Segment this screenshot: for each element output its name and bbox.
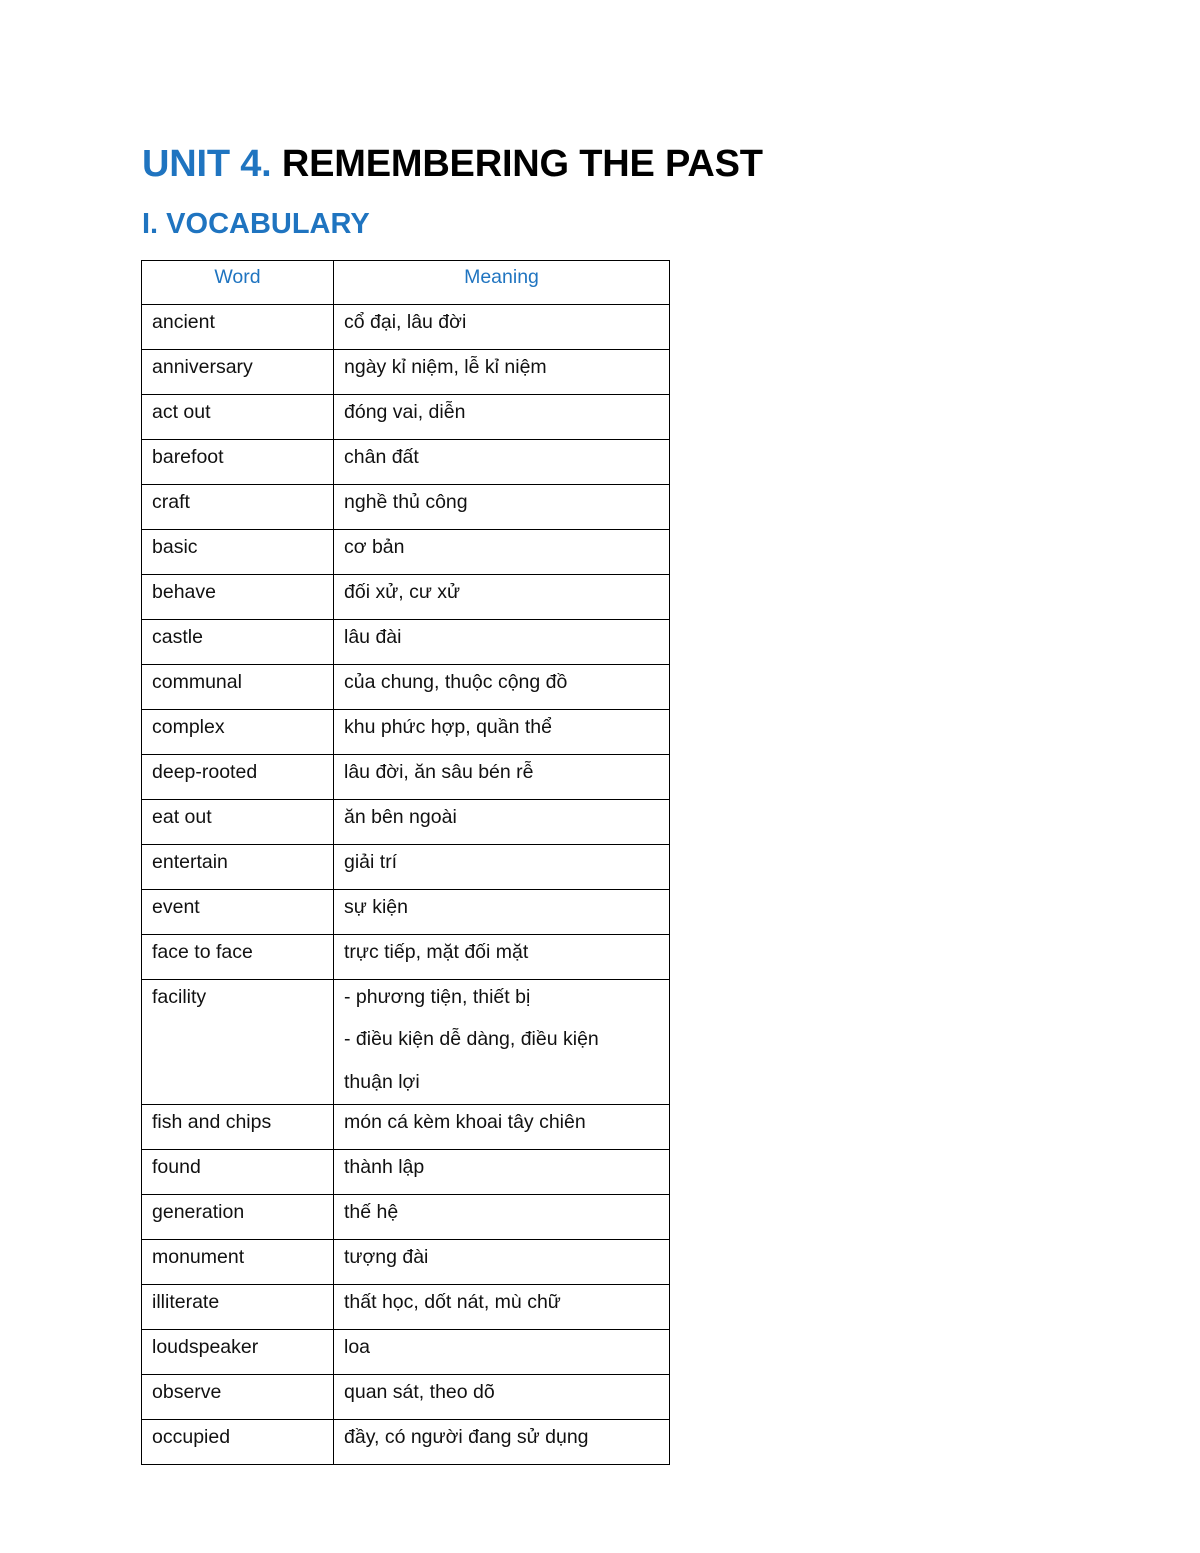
vocabulary-table-body xyxy=(142,305,670,1465)
meaning-cell xyxy=(334,575,670,620)
word-cell: entertain xyxy=(142,845,334,890)
meaning-cell xyxy=(334,1240,670,1285)
table-row xyxy=(142,845,670,890)
word-cell: castle xyxy=(142,620,334,665)
meaning-line: ăn bên ngoài xyxy=(344,806,457,828)
meaning-line: lâu đài xyxy=(344,626,402,648)
table-row xyxy=(142,575,670,620)
word-cell: face to face xyxy=(142,935,334,980)
meaning-cell xyxy=(334,1150,670,1195)
meaning-line: cơ bản xyxy=(344,536,405,558)
vocabulary-table xyxy=(141,260,670,1465)
meaning-line: trực tiếp, mặt đối mặt xyxy=(344,941,529,963)
unit-name: REMEMBERING THE PAST xyxy=(281,143,763,185)
meaning-cell xyxy=(334,305,670,350)
meaning-cell xyxy=(334,980,670,1105)
word-cell: occupied xyxy=(142,1420,334,1465)
table-row xyxy=(142,1240,670,1285)
meaning-cell xyxy=(334,1285,670,1330)
table-row xyxy=(142,440,670,485)
word-cell: facility xyxy=(142,980,334,1105)
table-row xyxy=(142,485,670,530)
word-cell: observe xyxy=(142,1375,334,1420)
meaning-cell xyxy=(334,665,670,710)
word-cell: eat out xyxy=(142,800,334,845)
word-cell: monument xyxy=(142,1240,334,1285)
word-cell: loudspeaker xyxy=(142,1330,334,1375)
word-cell: anniversary xyxy=(142,350,334,395)
table-row xyxy=(142,305,670,350)
meaning-cell xyxy=(334,1375,670,1420)
word-cell: illiterate xyxy=(142,1285,334,1330)
word-cell: basic xyxy=(142,530,334,575)
meaning-line: thế hệ xyxy=(344,1201,399,1223)
meaning-line: chân đất xyxy=(344,446,419,468)
meaning-cell xyxy=(334,1105,670,1150)
meaning-line: nghề thủ công xyxy=(344,491,468,513)
meaning-line: quan sát, theo dõ xyxy=(344,1381,495,1403)
word-cell: craft xyxy=(142,485,334,530)
table-row xyxy=(142,1420,670,1465)
unit-title xyxy=(142,140,763,188)
meaning-line: khu phức hợp, quần thể xyxy=(344,716,552,738)
table-header-row xyxy=(142,261,670,305)
meaning-cell xyxy=(334,620,670,665)
meaning-line: thuận lợi xyxy=(344,1071,420,1093)
word-cell: ancient xyxy=(142,305,334,350)
table-row xyxy=(142,890,670,935)
word-cell: generation xyxy=(142,1195,334,1240)
table-row xyxy=(142,980,670,1105)
meaning-line: đối xử, cư xử xyxy=(344,581,461,603)
meaning-line: sự kiện xyxy=(344,896,408,918)
word-cell: event xyxy=(142,890,334,935)
table-row xyxy=(142,1150,670,1195)
meaning-cell xyxy=(334,845,670,890)
meaning-line: tượng đài xyxy=(344,1246,429,1268)
section-heading: I. VOCABULARY xyxy=(142,208,370,240)
table-row xyxy=(142,1105,670,1150)
meaning-line: cổ đại, lâu đời xyxy=(344,311,467,333)
meaning-line: - điều kiện dễ dàng, điều kiện xyxy=(344,1028,599,1050)
meaning-cell xyxy=(334,1330,670,1375)
word-cell: fish and chips xyxy=(142,1105,334,1150)
meaning-cell xyxy=(334,530,670,575)
meaning-cell xyxy=(334,395,670,440)
meaning-line: giải trí xyxy=(344,851,398,873)
meaning-cell xyxy=(334,1195,670,1240)
table-row xyxy=(142,935,670,980)
meaning-cell xyxy=(334,710,670,755)
meaning-cell xyxy=(334,935,670,980)
word-cell: barefoot xyxy=(142,440,334,485)
meaning-line: loa xyxy=(344,1336,371,1358)
table-row xyxy=(142,710,670,755)
meaning-line: của chung, thuộc cộng đồ xyxy=(344,671,568,693)
table-row xyxy=(142,800,670,845)
meaning-line: ngày kỉ niệm, lễ kỉ niệm xyxy=(344,356,547,378)
meaning-line: đầy, có người đang sử dụng xyxy=(344,1426,589,1448)
meaning-cell xyxy=(334,485,670,530)
meaning-cell xyxy=(334,440,670,485)
table-row xyxy=(142,350,670,395)
word-cell: found xyxy=(142,1150,334,1195)
table-row xyxy=(142,620,670,665)
meaning-line: món cá kèm khoai tây chiên xyxy=(344,1111,586,1133)
table-row xyxy=(142,1330,670,1375)
table-row xyxy=(142,1195,670,1240)
meaning-cell xyxy=(334,890,670,935)
meaning-line: thành lập xyxy=(344,1156,425,1178)
meaning-cell xyxy=(334,1420,670,1465)
meaning-line: lâu đời, ăn sâu bén rễ xyxy=(344,761,534,783)
column-header-meaning: Meaning xyxy=(334,261,670,305)
column-header-word: Word xyxy=(142,261,334,305)
meaning-cell xyxy=(334,350,670,395)
unit-number: UNIT 4. xyxy=(142,143,272,185)
word-cell: complex xyxy=(142,710,334,755)
meaning-cell xyxy=(334,800,670,845)
word-cell: behave xyxy=(142,575,334,620)
table-row xyxy=(142,1375,670,1420)
meaning-cell xyxy=(334,755,670,800)
table-row xyxy=(142,665,670,710)
table-row xyxy=(142,395,670,440)
word-cell: act out xyxy=(142,395,334,440)
meaning-line: thất học, dốt nát, mù chữ xyxy=(344,1291,561,1313)
table-row xyxy=(142,530,670,575)
meaning-line: đóng vai, diễn xyxy=(344,401,466,423)
table-row xyxy=(142,755,670,800)
meaning-line: - phương tiện, thiết bị xyxy=(344,986,531,1008)
word-cell: deep-rooted xyxy=(142,755,334,800)
table-row xyxy=(142,1285,670,1330)
word-cell: communal xyxy=(142,665,334,710)
